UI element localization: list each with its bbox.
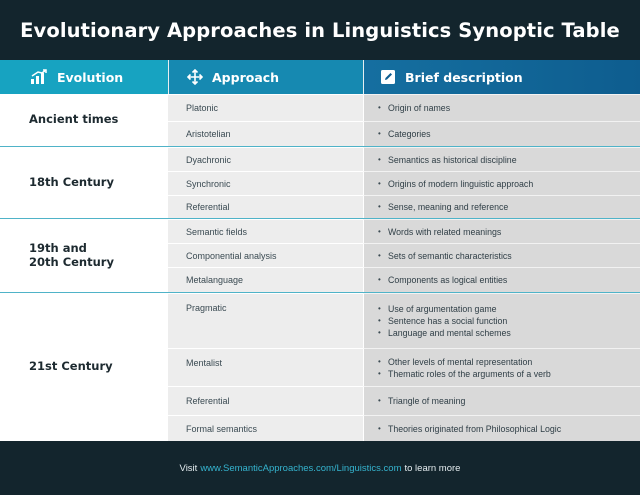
- description-cell: [363, 171, 640, 195]
- footer-prefix: Visit: [179, 462, 198, 474]
- header-description-label: Brief description: [405, 69, 523, 85]
- table-row: [168, 219, 640, 243]
- bullet-item: • Sense, meaning and reference: [378, 201, 640, 213]
- approach-cell: Dyachronic: [168, 147, 363, 171]
- era-label-line2: 20th Century: [29, 254, 114, 269]
- approach-cell: Mentalist: [168, 348, 363, 386]
- era-group: [0, 147, 640, 218]
- table-row: [168, 293, 640, 348]
- footer-suffix: to learn more: [404, 462, 461, 474]
- bullet-item: • Origin of names: [378, 102, 640, 114]
- table-row: [168, 195, 640, 218]
- arrows-move-icon: [187, 69, 203, 85]
- approach-cell: Pragmatic: [168, 293, 363, 348]
- footer-link[interactable]: www.SemanticApproaches.com/Linguistics.com: [200, 462, 402, 474]
- era-group: [0, 94, 640, 146]
- table-row: [168, 121, 640, 146]
- era-group: [0, 293, 640, 441]
- footer: [0, 441, 640, 495]
- era-label: [0, 94, 168, 146]
- era-label: [0, 147, 168, 218]
- bullet-item: • Thematic roles of the arguments of a verb: [378, 368, 640, 380]
- page-title: Evolutionary Approaches in Linguistics Synoptic Table: [20, 18, 620, 42]
- table-row: [168, 415, 640, 441]
- approach-cell: Metalanguage: [168, 267, 363, 292]
- bullet-item: • Sentence has a social function: [378, 315, 640, 327]
- description-cell: [363, 348, 640, 386]
- description-cell: [363, 293, 640, 348]
- bullet-item: • Semantics as historical discipline: [378, 154, 640, 166]
- approach-cell: Semantic fields: [168, 219, 363, 243]
- table-row: [168, 147, 640, 171]
- description-cell: [363, 386, 640, 415]
- header-approach-label: Approach: [212, 69, 280, 85]
- description-cell: [363, 195, 640, 218]
- synoptic-table: [0, 94, 640, 441]
- approach-cell: Referential: [168, 386, 363, 415]
- table-row: [168, 348, 640, 386]
- bullet-item: • Language and mental schemes: [378, 327, 640, 339]
- approach-cell: Componential analysis: [168, 243, 363, 267]
- table-row: [168, 243, 640, 267]
- description-cell: [363, 147, 640, 171]
- era-label-line1: 21st Century: [29, 359, 113, 374]
- approach-cell: Referential: [168, 195, 363, 218]
- bullet-item: • Other levels of mental representation: [378, 356, 640, 368]
- era-label: [0, 219, 168, 292]
- header-approach: [168, 60, 363, 94]
- chart-icon: [30, 69, 48, 85]
- header-description: [363, 60, 640, 94]
- approach-cell: Platonic: [168, 94, 363, 121]
- approach-cell: Aristotelian: [168, 121, 363, 146]
- bullet-item: • Theories originated from Philosophical Logic: [378, 423, 640, 435]
- era-label-line1: Ancient times: [29, 112, 119, 127]
- approach-cell: Synchronic: [168, 171, 363, 195]
- pencil-note-icon: [380, 69, 396, 85]
- era-label-line1: 18th Century: [29, 174, 114, 189]
- bullet-item: • Origins of modern linguistic approach: [378, 178, 640, 190]
- table-header: [0, 60, 640, 94]
- bullet-item: • Use of argumentation game: [378, 303, 640, 315]
- bullet-item: • Sets of semantic characteristics: [378, 250, 640, 262]
- table-row: [168, 267, 640, 292]
- description-cell: [363, 243, 640, 267]
- description-cell: [363, 219, 640, 243]
- description-cell: [363, 121, 640, 146]
- approach-cell: Formal semantics: [168, 415, 363, 441]
- table-row: [168, 94, 640, 121]
- description-cell: [363, 94, 640, 121]
- bullet-item: • Words with related meanings: [378, 226, 640, 238]
- table-row: [168, 171, 640, 195]
- description-cell: [363, 267, 640, 292]
- era-group: [0, 219, 640, 292]
- header-evolution: [0, 60, 168, 94]
- header-evolution-label: Evolution: [57, 69, 124, 85]
- table-row: [168, 386, 640, 415]
- bullet-item: • Triangle of meaning: [378, 395, 640, 407]
- era-label-line1: 19th and: [29, 241, 87, 255]
- era-label: [0, 293, 168, 441]
- bullet-item: • Components as logical entities: [378, 274, 640, 286]
- description-cell: [363, 415, 640, 441]
- bullet-item: • Categories: [378, 128, 640, 140]
